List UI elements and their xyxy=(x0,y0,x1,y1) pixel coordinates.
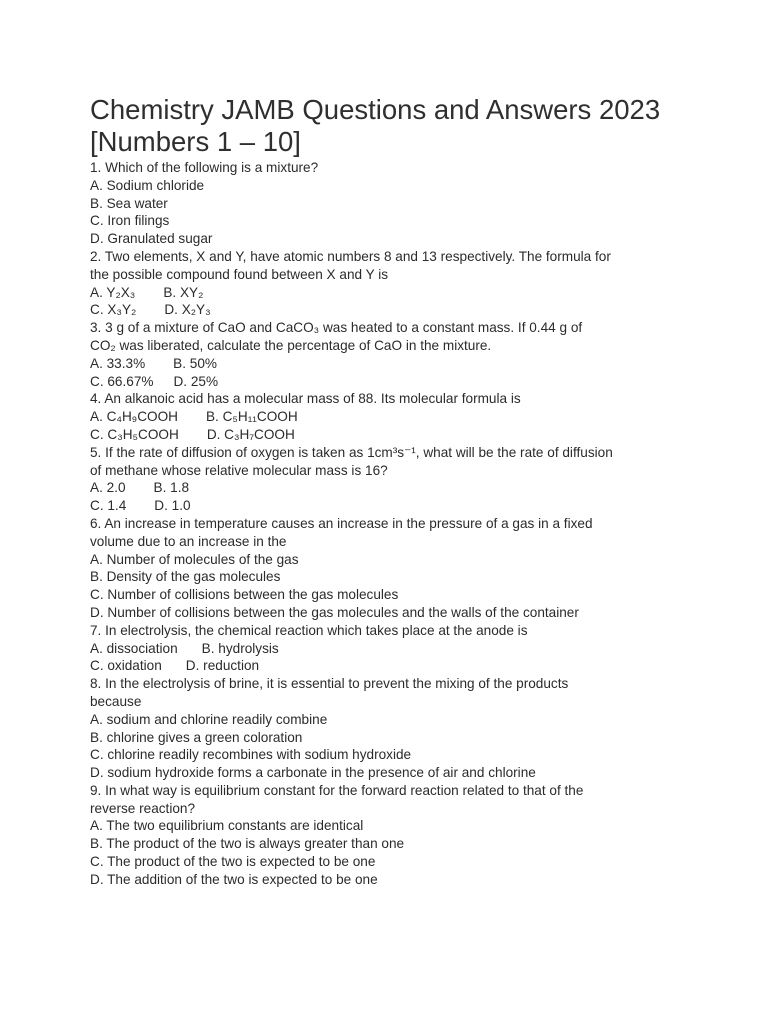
question-text-line-1: 5. If the rate of diffusion of oxygen is taken as 1cm³s⁻¹, what will be the rate of diffusion xyxy=(90,444,613,460)
option-d: D. 1.0 xyxy=(154,498,191,514)
option-a: A. 33.3% xyxy=(90,355,146,371)
option-a: A. sodium and chlorine readily combine xyxy=(90,711,328,727)
option-a: A. C₄H₉COOH xyxy=(90,409,178,425)
option-a: A. The two equilibrium constants are identical xyxy=(90,818,364,834)
option-a: A. 2.0 xyxy=(90,480,126,496)
option-b: B. chlorine gives a green coloration xyxy=(90,729,303,745)
question-text: 1. Which of the following is a mixture? xyxy=(90,160,319,175)
option-d: D. X₂Y₃ xyxy=(164,302,211,318)
option-a: A. Number of molecules of the gas xyxy=(90,551,299,567)
option-d: D. Granulated sugar xyxy=(90,231,213,247)
title-line-1: Chemistry JAMB Questions and Answers 2023 xyxy=(90,94,661,125)
question-text-line-1: 2. Two elements, X and Y, have atomic numbers 8 and 13 respectively. The formula for xyxy=(90,248,611,264)
option-d: D. Number of collisions between the gas molecules and the walls of the container xyxy=(90,604,579,620)
option-b: B. Density of the gas molecules xyxy=(90,569,281,585)
option-a: A. Y₂X₃ xyxy=(90,284,136,300)
option-c: C. oxidation xyxy=(90,658,162,674)
question-1 xyxy=(90,159,690,248)
option-d: D. 25% xyxy=(173,373,219,389)
question-text-line-1: 6. An increase in temperature causes an increase in the pressure of a gas in a fixed xyxy=(90,515,593,531)
option-row-cd xyxy=(90,497,690,515)
question-text-line-2: CO₂ was liberated, calculate the percentage of CaO in the mixture. xyxy=(90,337,492,353)
option-c: C. C₃H₅COOH xyxy=(90,426,179,442)
page-title xyxy=(90,94,690,158)
option-b: B. 50% xyxy=(173,355,217,371)
option-d: D. The addition of the two is expected to be one xyxy=(90,871,378,887)
option-row-ab xyxy=(90,355,690,373)
option-b: B. C₅H₁₁COOH xyxy=(205,409,298,425)
question-text-line-2: the possible compound found between X and Y is xyxy=(90,266,389,282)
option-c: C. 1.4 xyxy=(90,498,127,514)
option-b: B. The product of the two is always greater than one xyxy=(90,836,405,852)
option-row-ab xyxy=(90,640,690,658)
question-3 xyxy=(90,319,690,390)
option-b: B. hydrolysis xyxy=(201,640,279,656)
question-text-line-1: 9. In what way is equilibrium constant for the forward reaction related to that of the xyxy=(90,782,584,798)
option-c: C. The product of the two is expected to be one xyxy=(90,854,376,870)
option-row-ab xyxy=(90,479,690,497)
option-d: D. C₃H₇COOH xyxy=(206,426,295,442)
question-text: 7. In electrolysis, the chemical reaction which takes place at the anode is xyxy=(90,622,528,638)
question-7 xyxy=(90,622,690,675)
question-text-line-2: of methane whose relative molecular mass is 16? xyxy=(90,462,388,478)
question-6 xyxy=(90,515,690,622)
question-text-line-2: reverse reaction? xyxy=(90,800,196,816)
option-b: B. Sea water xyxy=(90,195,168,211)
option-row-cd xyxy=(90,373,690,391)
option-b: B. XY₂ xyxy=(163,284,204,300)
option-d: D. reduction xyxy=(185,658,260,674)
option-row-ab xyxy=(90,284,690,302)
question-text-line-1: 3. 3 g of a mixture of CaO and CaCO₃ was heated to a constant mass. If 0.44 g of xyxy=(90,320,583,336)
question-8 xyxy=(90,675,690,782)
option-a: A. Sodium chloride xyxy=(90,177,205,193)
option-row-cd xyxy=(90,657,690,675)
question-9 xyxy=(90,782,690,889)
question-4 xyxy=(90,390,690,443)
option-row-cd xyxy=(90,426,690,444)
question-2 xyxy=(90,248,690,319)
question-text-line-2: because xyxy=(90,693,142,709)
question-5 xyxy=(90,444,690,515)
question-text-line-2: volume due to an increase in the xyxy=(90,533,287,549)
option-c: C. Iron filings xyxy=(90,213,170,229)
option-row-cd xyxy=(90,301,690,319)
question-text-line-1: 8. In the electrolysis of brine, it is essential to prevent the mixing of the products xyxy=(90,676,569,692)
question-text: 4. An alkanoic acid has a molecular mass of 88. Its molecular formula is xyxy=(90,391,521,407)
option-a: A. dissociation xyxy=(90,640,178,656)
option-row-ab xyxy=(90,408,690,426)
option-c: C. 66.67% xyxy=(90,373,154,389)
document-body xyxy=(90,94,690,889)
title-line-2: [Numbers 1 – 10] xyxy=(90,126,301,157)
option-d: D. sodium hydroxide forms a carbonate in the presence of air and chlorine xyxy=(90,765,536,781)
option-c: C. chlorine readily recombines with sodium hydroxide xyxy=(90,747,412,763)
option-c: C. X₃Y₂ xyxy=(90,302,137,318)
option-b: B. 1.8 xyxy=(153,480,190,496)
option-c: C. Number of collisions between the gas molecules xyxy=(90,587,399,603)
